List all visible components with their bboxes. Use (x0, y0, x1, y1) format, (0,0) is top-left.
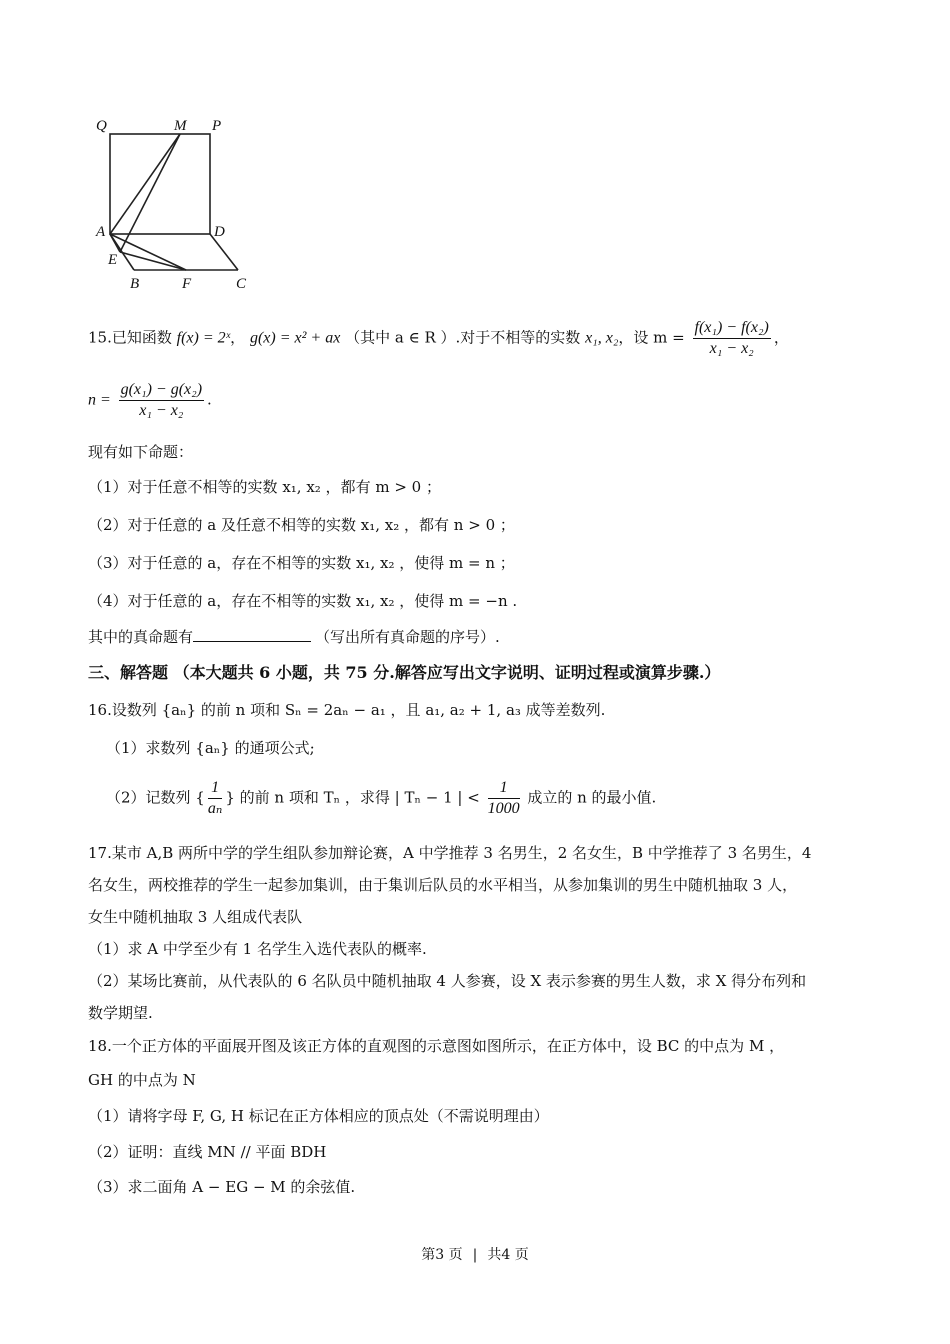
q17-part-2-line-1: （2）某场比赛前，从代表队的 6 名队员中随机抽取 4 人参赛，设 X 表示参赛的男生人数，求 X 得分布列和 (88, 972, 807, 990)
q15-set-m: ，设 m = (618, 328, 685, 347)
q15-m-fraction (693, 318, 771, 359)
q15-proposition-4: （4）对于任意的 a，存在不相等的实数 x₁, x₂ ，使得 m = −n . (88, 592, 518, 610)
q16-part-2-b: } 的前 n 项和 Tₙ ，求得 | Tₙ − 1 | < (225, 788, 480, 807)
label-p: P (212, 118, 222, 134)
label-q: Q (96, 118, 107, 134)
q18-part-1: （1）请将字母 F, G, H 标记在正方体相应的顶点处（不需说明理由） (88, 1107, 549, 1125)
q17-line-1: 17.某市 A,B 两所中学的学生组队参加辩论赛，A 中学推荐 3 名男生，2 名女生，B 中学推荐了 3 名男生，4 (88, 844, 812, 862)
q15-condition: （其中 a ∈ R ）.对于不相等的实数 (345, 328, 581, 347)
q18-line-2: GH 的中点为 N (88, 1071, 196, 1089)
q17-line-2: 名女生，两校推荐的学生一起参加集训，由于集训后队员的水平相当，从参加集训的男生中随机抽取 3 人， (88, 876, 798, 894)
q17-line-3: 女生中随机抽取 3 人组成代表队 (88, 908, 303, 926)
q18-part-3: （3）求二面角 A − EG − M 的余弦值. (88, 1178, 356, 1196)
q16-part-2 (106, 778, 656, 819)
q16-fraction-2-den: 1000 (487, 800, 520, 817)
q16-fraction-1-num: 1 (208, 778, 222, 799)
q16-fraction-1 (208, 778, 222, 819)
page-footer (0, 1244, 950, 1264)
footer-total-pages: 共4 页 (487, 1247, 529, 1263)
q15-answer-suffix: （写出所有真命题的序号）. (315, 628, 500, 646)
geometry-figure (88, 112, 268, 307)
q16-fraction-2-num: 1 (488, 778, 520, 799)
label-e: E (108, 252, 118, 268)
q16-fraction-1-den: aₙ (207, 800, 223, 817)
q15-proposition-1: （1）对于任意不相等的实数 x₁, x₂ ，都有 m > 0 ； (88, 478, 441, 496)
q15-stem (88, 318, 789, 359)
q18-line-1: 18.一个正方体的平面展开图及该正方体的直观图的示意图如图所示，在正方体中，设 BC 的中点为 M ， (88, 1037, 785, 1055)
q15-n-def (88, 380, 212, 421)
footer-page-number: 第3 页 (421, 1247, 463, 1263)
label-d: D (214, 224, 225, 240)
q15-n-denominator: x₁ − x₂ (139, 402, 184, 419)
q15-f-def: f(x) = 2ˣ (176, 329, 231, 347)
geometry-diagram (88, 112, 268, 307)
q18-part-2: （2）证明：直线 MN // 平面 BDH (88, 1143, 327, 1161)
q15-answer-blank (193, 627, 311, 642)
label-c: C (236, 276, 247, 292)
q16-part-2-a: （2）记数列 { (106, 788, 205, 807)
q15-period: . (207, 390, 212, 409)
q15-prefix: 15.已知函数 (88, 328, 172, 347)
label-f: F (182, 276, 192, 292)
q15-n-lhs: n = (88, 391, 111, 409)
q15-comma1: ， (230, 328, 246, 347)
q15-n-numerator: g(x₁) − g(x₂) (119, 380, 204, 401)
q15-comma2: ， (773, 328, 789, 347)
footer-separator: | (472, 1247, 478, 1263)
square-qpda (110, 134, 210, 234)
section-3-heading: 三、解答题 （本大题共 6 小题，共 75 分.解答应写出文字说明、证明过程或演算步骤.） (88, 663, 721, 682)
label-b: B (130, 276, 140, 292)
q15-vars: x₁, x₂ (585, 329, 619, 347)
q15-answer-prefix: 其中的真命题有 (88, 628, 194, 646)
q15-n-fraction (119, 380, 204, 421)
q15-answer-line (88, 626, 500, 648)
q15-g-def: g(x) = x² + ax (249, 329, 341, 347)
q15-m-denominator: x₁ − x₂ (709, 340, 754, 357)
q16-stem: 16.设数列 {aₙ} 的前 n 项和 Sₙ = 2aₙ − a₁ ，且 a₁, a₂ + 1, a₃ 成等差数列. (88, 701, 606, 719)
q15-proposition-3: （3）对于任意的 a，存在不相等的实数 x₁, x₂ ，使得 m = n ； (88, 554, 515, 572)
q16-fraction-2 (488, 778, 520, 819)
q15-m-numerator: f(x₁) − f(x₂) (693, 318, 771, 339)
q16-part-2-c: 成立的 n 的最小值. (527, 788, 657, 807)
label-a: A (96, 224, 106, 240)
q17-part-1: （1）求 A 中学至少有 1 名学生入选代表队的概率. (88, 940, 427, 958)
q15-intro: 现有如下命题： (88, 443, 194, 461)
segment-am (110, 134, 180, 234)
q15-proposition-2: （2）对于任意的 a 及任意不相等的实数 x₁, x₂ ，都有 n > 0 ； (88, 516, 515, 534)
label-m: M (174, 118, 187, 134)
q17-part-2-line-2: 数学期望. (88, 1004, 153, 1022)
q16-part-1: （1）求数列 {aₙ} 的通项公式; (106, 739, 315, 757)
